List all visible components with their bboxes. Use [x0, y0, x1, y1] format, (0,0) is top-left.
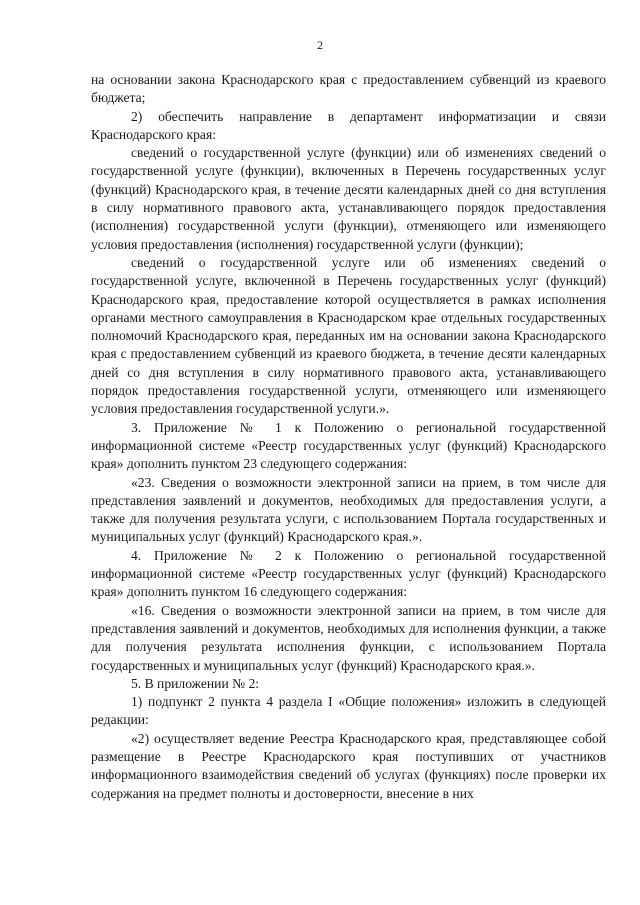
paragraph: «16. Сведения о возможности электронной записи на прием, в том числе для представления заявлений и документов, необходимых для исполнения функции, а также для получения результата исполнения функции, с использованием Портала государственных и муниципальных услуг (функций) Краснодарского края.».	[91, 602, 606, 673]
paragraph: 5. В приложении № 2:	[131, 675, 260, 691]
paragraph: 2) обеспечить направление в департамент информатизации и связи Краснодарского края:	[91, 108, 606, 142]
document-body	[91, 71, 606, 803]
paragraph: «2) осуществляет ведение Реестра Краснодарского края, представляющее собой размещение в Реестре Краснодарского края поступивших от участников информационного взаимодействия сведений об услугах (функциях) после проверки их содержания на предмет полноты и достоверности, внесение в них	[91, 730, 606, 801]
paragraph: сведений о государственной услуге (функции) или об изменениях сведений о государственной услуге (функции), включенных в Перечень государственных услуг (функций) Краснодарского края, в течение десяти календарных дней со дня вступления в силу нормативного правового акта, устанавливающего порядок предоставления (исполнения) государственной услуги (функции), отменяющего или изменяющего условия предоставления (исполнения) государственной услуги (функции);	[91, 145, 606, 252]
paragraph: 4. Приложение № 2 к Положению о региональной государственной информационной системе «Реестр государственных услуг (функций) Краснодарского края» дополнить пунктом 16 следующего содержания:	[91, 547, 606, 600]
paragraph: 3. Приложение № 1 к Положению о региональной государственной информационной системе «Реестр государственных услуг (функций) Краснодарского края» дополнить пунктом 23 следующего содержания:	[91, 419, 606, 472]
paragraph: на основании закона Краснодарского края с предоставлением субвенций из краевого бюджета;	[91, 72, 606, 106]
paragraph: сведений о государственной услуге или об изменениях сведений о государственной услуге, включенной в Перечень государственных услуг (функций) Краснодарского края, предоставление которой осуществляется в рамках исполнения органами местного самоуправления в Краснодарском крае отдельных государственных полномочий Краснодарского края, переданных им на основании закона Краснодарского края с предоставлением субвенций из краевого бюджета, в течение десяти календарных дней со дня вступления в силу нормативного правового акта, устанавливающего порядок предоставления государственной услуги, отменяющего или изменяющего условия предоставления государственной услуги.».	[91, 254, 606, 417]
paragraph: «23. Сведения о возможности электронной записи на прием, в том числе для представления заявлений и документов, необходимых для предоставления услуги, а также для получения результата услуги, с использованием Портала государственных и муниципальных услуг (функций) Краснодарского края.».	[91, 474, 606, 545]
paragraph: 1) подпункт 2 пункта 4 раздела I «Общие положения» изложить в следующей редакции:	[91, 694, 606, 728]
page-number: 2	[317, 38, 323, 52]
